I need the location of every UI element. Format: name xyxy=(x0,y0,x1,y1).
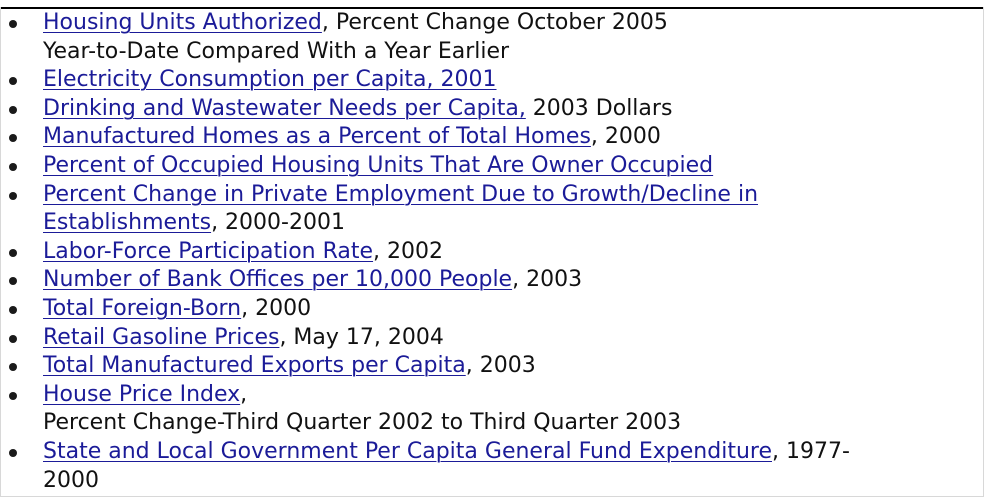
link-total-foreign-born[interactable]: Total Foreign-Born xyxy=(43,295,242,321)
link-manufactured-exports[interactable]: Total Manufactured Exports per Capita xyxy=(43,353,466,379)
list-item-labor-force xyxy=(0,238,984,267)
item-suffix: , 1977- xyxy=(772,438,850,464)
list-item-foreign-born xyxy=(0,295,984,324)
list-item-manufactured-exports xyxy=(0,352,984,381)
bullet-icon xyxy=(9,335,17,343)
item-line xyxy=(43,66,974,95)
link-housing-units-authorized[interactable]: Housing Units Authorized xyxy=(43,10,322,35)
item-suffix: 2003 Dollars xyxy=(525,95,673,121)
item-suffix: , 2003 xyxy=(465,353,536,379)
link-labor-force-participation[interactable]: Labor-Force Participation Rate xyxy=(43,238,374,264)
item-line xyxy=(43,352,974,381)
link-drinking-wastewater-needs[interactable]: Drinking and Wastewater Needs per Capita, xyxy=(43,95,526,121)
item-suffix: , May 17, 2004 xyxy=(279,324,444,350)
item-suffix: , xyxy=(240,381,248,407)
bullet-icon xyxy=(9,20,17,28)
item-line xyxy=(43,95,974,124)
list-item-owner-occupied xyxy=(0,152,984,181)
list-item-drinking-water xyxy=(0,95,984,124)
link-owner-occupied-housing[interactable]: Percent of Occupied Housing Units That Are Owner Occupied xyxy=(43,152,714,178)
item-line xyxy=(43,152,974,181)
item-continuation: 2000 xyxy=(43,467,99,493)
item-line xyxy=(43,181,974,210)
item-line xyxy=(43,9,974,38)
list-item-manufactured-homes xyxy=(0,123,984,152)
link-manufactured-homes[interactable]: Manufactured Homes as a Percent of Total Homes xyxy=(43,124,591,150)
link-retail-gasoline-prices[interactable]: Retail Gasoline Prices xyxy=(43,324,280,350)
item-suffix: , Percent Change October 2005 xyxy=(321,10,668,35)
item-line xyxy=(43,324,974,353)
item-line xyxy=(43,295,974,324)
item-line xyxy=(43,266,974,295)
item-line xyxy=(43,438,974,467)
link-bank-offices[interactable]: Number of Bank Offices per 10,000 People xyxy=(43,267,513,293)
item-continuation: Percent Change-Third Quarter 2002 to Third Quarter 2003 xyxy=(43,410,682,436)
bullet-icon xyxy=(9,449,17,457)
bullet-icon xyxy=(9,277,17,285)
link-private-employment-change[interactable]: Percent Change in Private Employment Due to Growth/Decline in xyxy=(43,181,759,207)
bullet-icon xyxy=(9,106,17,114)
bullet-icon xyxy=(9,306,17,314)
item-continuation xyxy=(43,209,974,238)
list-item-electricity xyxy=(0,66,984,95)
item-continuation: Year-to-Date Compared With a Year Earlier xyxy=(43,38,510,64)
bullet-icon xyxy=(9,192,17,200)
link-house-price-index[interactable]: House Price Index xyxy=(43,381,241,407)
list-item-house-price-index xyxy=(0,381,984,438)
bullet-icon xyxy=(9,392,17,400)
item-suffix: , 2000 xyxy=(241,295,312,321)
bullet-icon xyxy=(9,249,17,257)
item-line xyxy=(43,381,974,410)
item-suffix: , 2003 xyxy=(512,267,583,293)
bullet-icon xyxy=(9,134,17,142)
link-electricity-consumption[interactable]: Electricity Consumption per Capita, 2001 xyxy=(43,67,497,93)
bullet-icon xyxy=(9,77,17,85)
list-item-gasoline-prices xyxy=(0,324,984,353)
indicator-list xyxy=(0,9,984,495)
item-suffix: , 2000 xyxy=(590,124,661,150)
bullet-icon xyxy=(9,163,17,171)
list-item-bank-offices xyxy=(0,266,984,295)
list-item-private-employment xyxy=(0,181,984,238)
list-item-government-expenditure xyxy=(0,438,984,495)
item-suffix: , 2002 xyxy=(373,238,444,264)
list-item-housing-units xyxy=(0,9,984,66)
item-line xyxy=(43,238,974,267)
item-line xyxy=(43,123,974,152)
item-suffix: , 2000-2001 xyxy=(211,210,345,236)
link-private-employment-change-cont[interactable]: Establishments xyxy=(43,210,212,236)
bullet-icon xyxy=(9,363,17,371)
link-government-expenditure[interactable]: State and Local Government Per Capita General Fund Expenditure xyxy=(43,438,772,464)
